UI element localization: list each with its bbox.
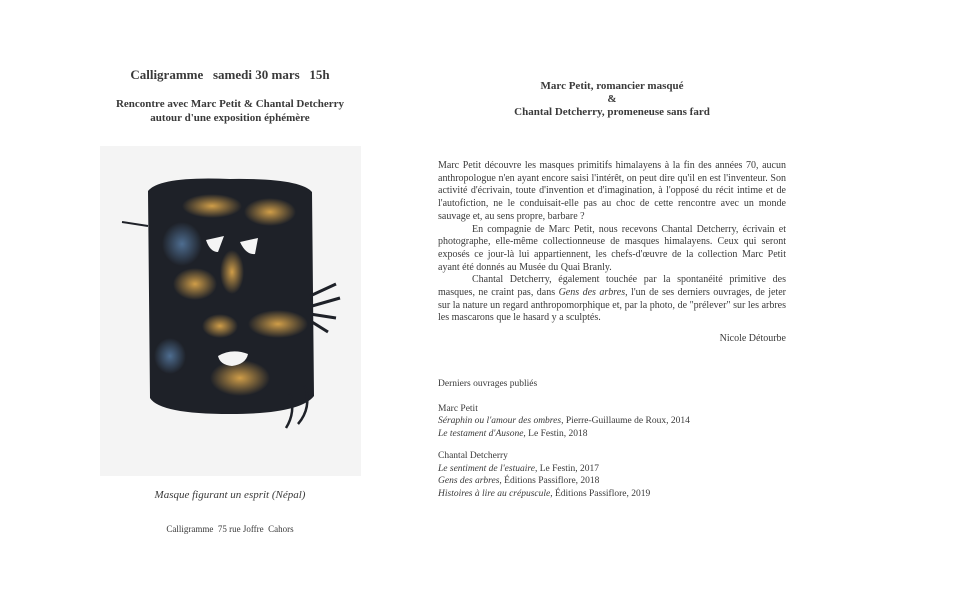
article-body (438, 160, 786, 325)
book-details: , Pierre-Guillaume de Roux, 2014 (561, 416, 690, 426)
event-time: 15h (309, 67, 330, 82)
book-title: Séraphin ou l'amour des ombres (438, 416, 562, 426)
book-title: Le sentiment de l'estuaire (438, 463, 535, 474)
book-details: , Éditions Passiflore, 2019 (550, 488, 651, 499)
venue-address: Calligramme 75 rue Joffre Cahors (166, 524, 294, 534)
paragraph-3-start: Chantal Detcherry, également touchée par la spontanéité primitive des masques, ne craint pas, dans (438, 274, 786, 299)
article-title (438, 80, 786, 119)
book-title: Le testament d'Ausone (438, 428, 524, 439)
event-date: samedi 30 mars (213, 67, 300, 82)
book-entry (438, 463, 786, 476)
book-details: , Éditions Passiflore, 2018 (499, 476, 600, 486)
author-signature: Nicole Détourbe (719, 333, 786, 344)
paragraph-3-end: , l'un de ses derniers ouvrages, de jeter sur la nature un regard anthropomorphique et, par la photo, de "prélever" sur les arbres les mascarons que le hasard y a sculptés. (438, 287, 786, 324)
book-details: , Le Festin, 2017 (534, 463, 600, 474)
book-entry (438, 488, 786, 501)
author-name: Marc Petit (438, 403, 478, 414)
paragraph-1: Marc Petit découvre les masques primitifs himalayens à la fin des années 70, aucun anthropologue n'en ayant encore saisi l'intérêt, on peut dire qu'il en est l'inventeur. Son activité d'écrivain, toute d'invention et d'imagination, à l'opposé du récit intime et de l'autofiction, ne le conduisait-elle pas au choc de cette rencontre avec un monde sauvage et, au sens propre, barbare ? (438, 160, 786, 222)
mask-illustration (100, 146, 361, 476)
mask-photo (100, 146, 361, 476)
book-entry (438, 415, 786, 428)
book-entry (438, 475, 786, 488)
publications-list (438, 378, 786, 500)
book-title: Gens des arbres (438, 476, 500, 486)
book-details: , Le Festin, 2018 (523, 428, 588, 439)
title-line-3: Chantal Detcherry, promeneuse sans fard (514, 106, 710, 118)
paragraph-2: En compagnie de Marc Petit, nous recevons Chantal Detcherry, écrivain et photographe, elle-même collectionneuse de masques himalayens. Ceux qui seront exposés ce jour-là lui appartiennent, les chefs-d'œuvre de la collection Marc Petit ayant été donnés au Musée du Quai Branly. (438, 223, 786, 273)
venue-name: Calligramme (130, 67, 204, 82)
event-header (88, 67, 372, 83)
book-entry (438, 428, 786, 441)
photo-caption: Masque figurant un esprit (Népal) (154, 489, 306, 501)
book-title: Histoires à lire au crépuscule (438, 488, 551, 499)
title-line-2: & (607, 93, 617, 105)
paragraph-3-book-title: Gens des arbres (558, 287, 626, 299)
title-line-1: Marc Petit, romancier masqué (540, 80, 684, 92)
author-name: Chantal Detcherry (438, 451, 508, 461)
paragraph-3 (438, 274, 786, 325)
subtitle-line-1: Rencontre avec Marc Petit & Chantal Detcherry (115, 98, 345, 110)
event-subtitle (88, 97, 372, 125)
subtitle-line-2: autour d'une exposition éphémère (150, 112, 310, 124)
publications-heading: Derniers ouvrages publiés (438, 379, 538, 389)
